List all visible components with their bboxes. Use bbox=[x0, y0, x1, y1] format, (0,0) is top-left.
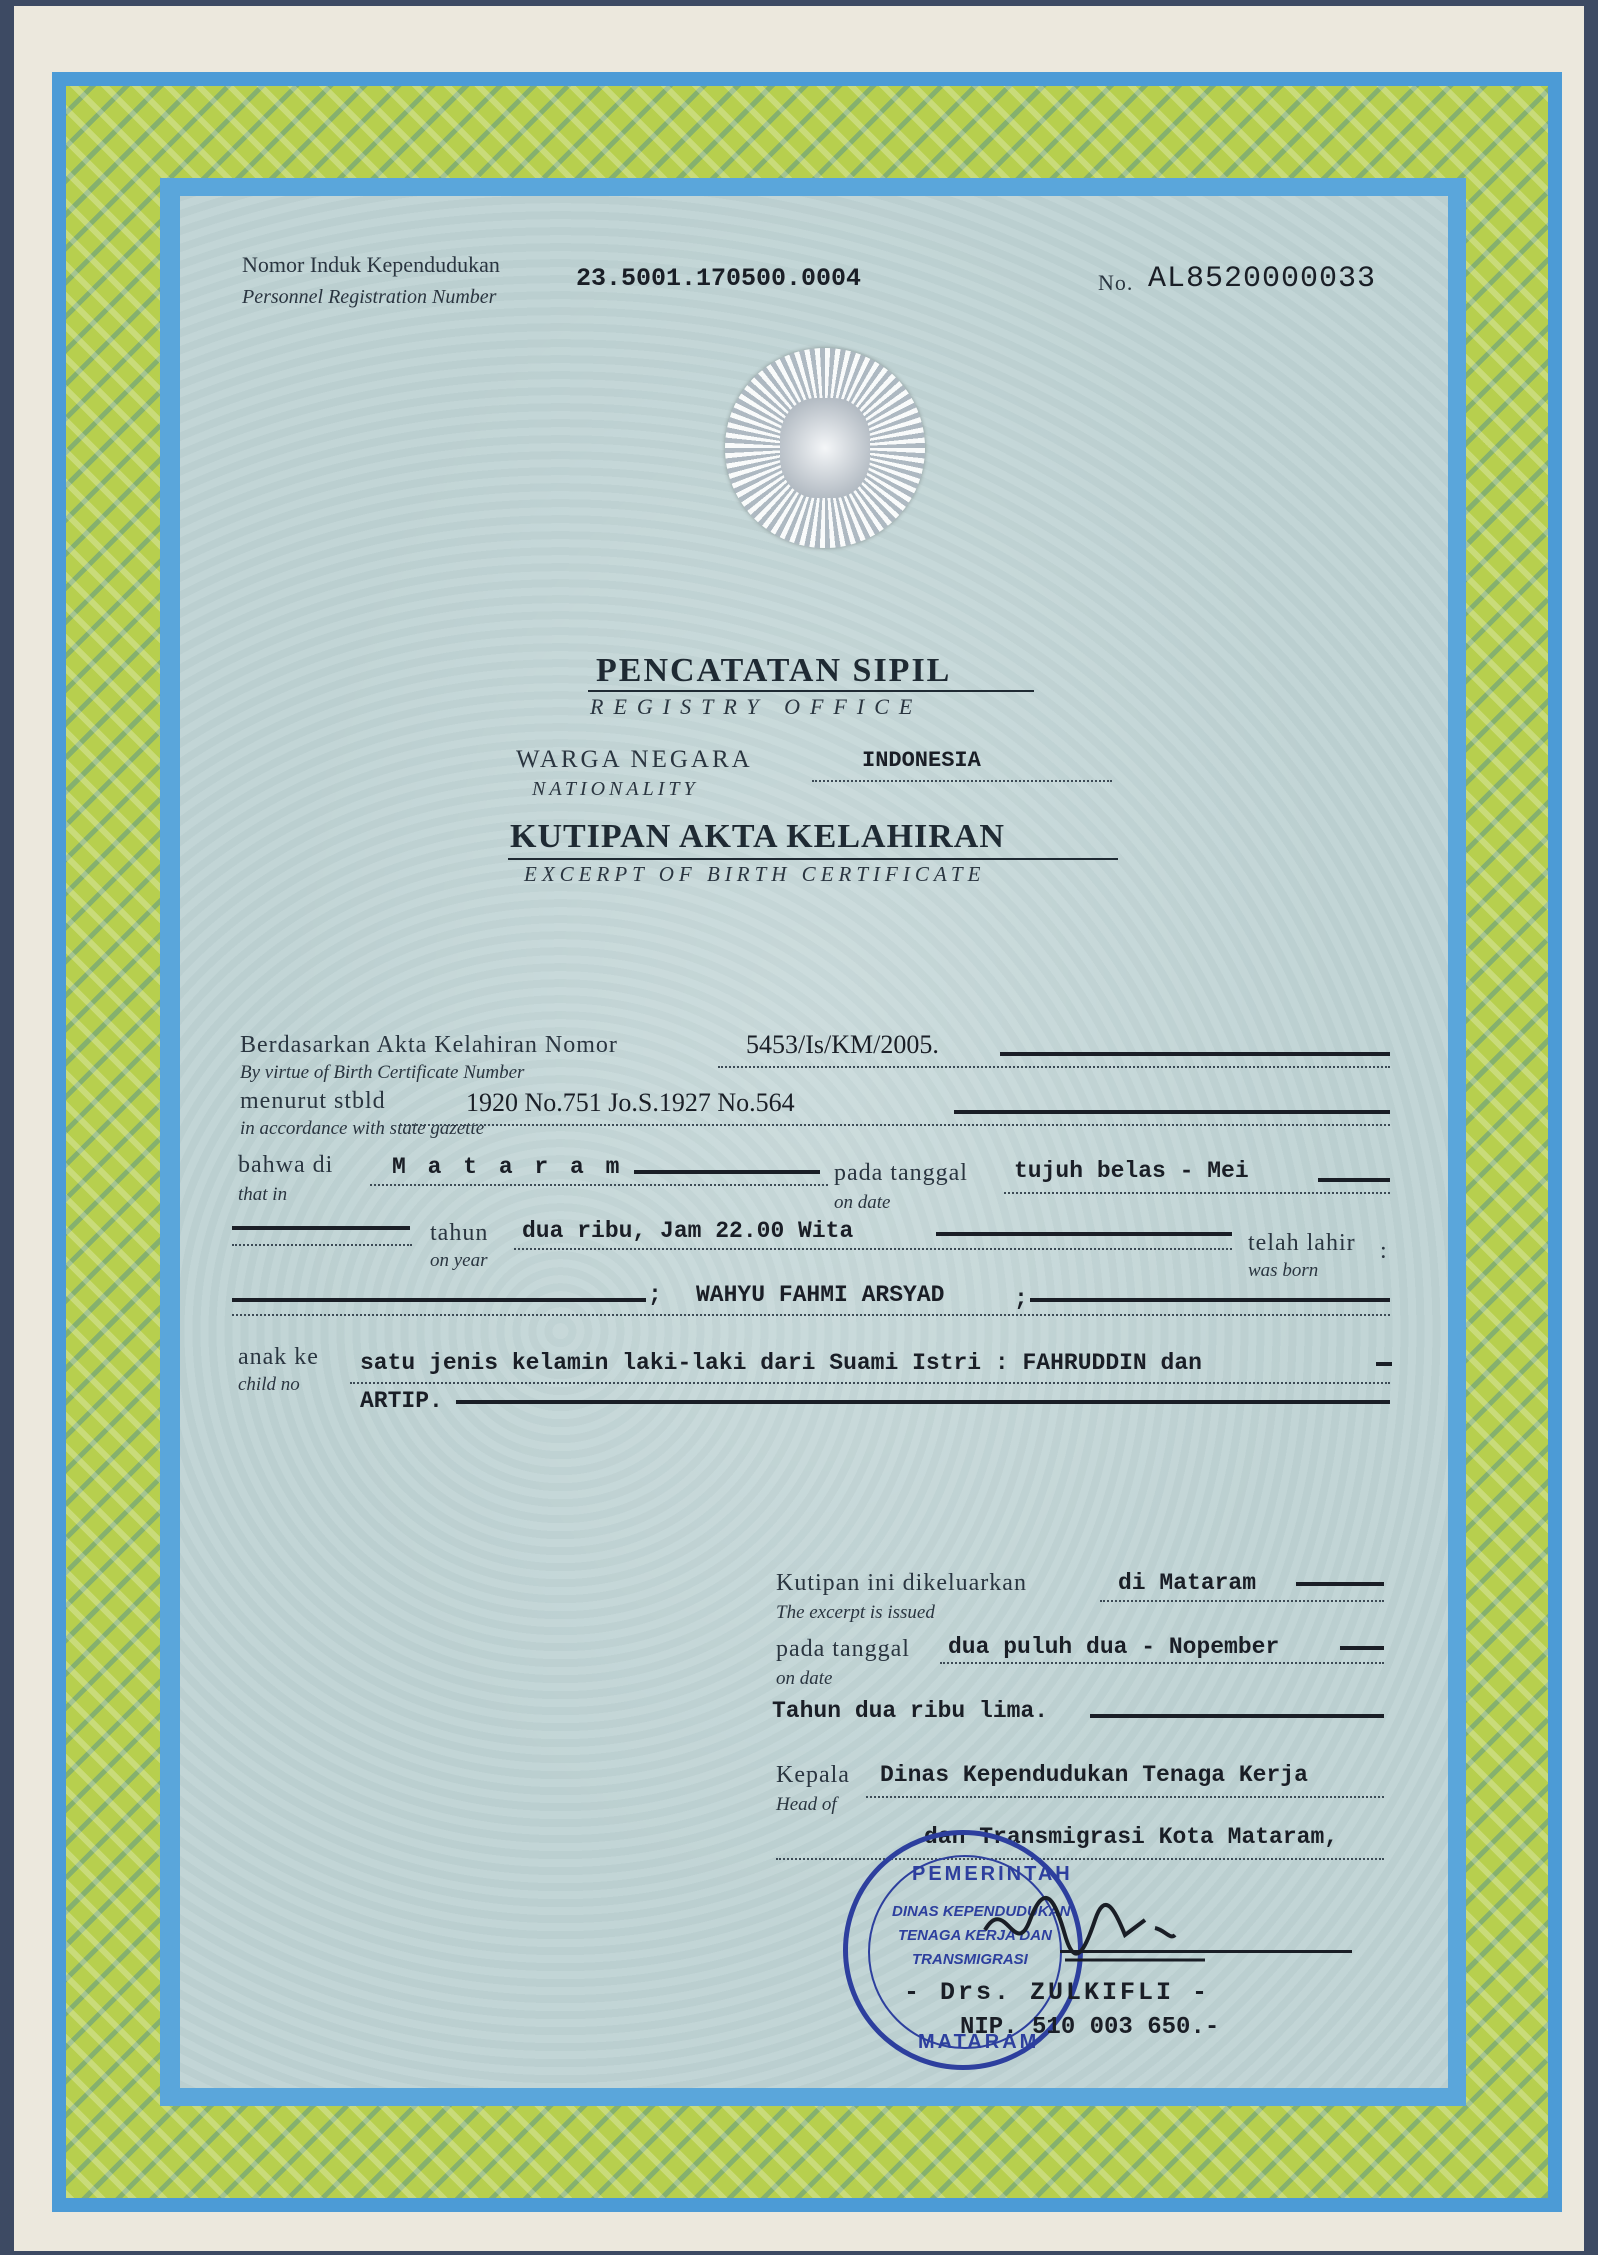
place-label: bahwa di bbox=[238, 1152, 334, 1178]
place-value: M a t a r a m bbox=[392, 1154, 624, 1180]
date-value: tujuh belas - Mei bbox=[1014, 1158, 1249, 1184]
nationality-value: INDONESIA bbox=[862, 748, 981, 773]
head-label-en: Head of bbox=[776, 1794, 837, 1815]
issued-place: di Mataram bbox=[1118, 1570, 1257, 1596]
serial-no-value: AL8520000033 bbox=[1148, 262, 1377, 296]
stamp-line2: TENAGA KERJA DAN bbox=[898, 1927, 1052, 1944]
issued-year: Tahun dua ribu lima. bbox=[772, 1698, 1049, 1724]
nik-label: Nomor Induk Kependudukan bbox=[242, 252, 500, 277]
stbld-label-en: in accordance with state gazette bbox=[240, 1118, 485, 1139]
stamp-line1: DINAS KEPENDUDUKAN bbox=[892, 1903, 1071, 1920]
year-value: dua ribu, Jam 22.00 Wita bbox=[522, 1218, 854, 1244]
date-label-en: on date bbox=[834, 1192, 891, 1213]
year-label: tahun bbox=[430, 1220, 489, 1246]
stbld-value: 1920 No.751 Jo.S.1927 No.564 bbox=[466, 1088, 795, 1117]
place-label-en: that in bbox=[238, 1184, 288, 1205]
born-label: telah lahir bbox=[1248, 1230, 1356, 1256]
head-value-line1: Dinas Kependudukan Tenaga Kerja bbox=[880, 1762, 1308, 1788]
office-title-en: REGISTRY OFFICE bbox=[590, 694, 923, 719]
child-no-label-en: child no bbox=[238, 1374, 300, 1395]
head-label: Kepala bbox=[776, 1762, 850, 1788]
document-title-en: EXCERPT OF BIRTH CERTIFICATE bbox=[524, 862, 986, 886]
child-no-value-line1: satu jenis kelamin laki-laki dari Suami Istri : FAHRUDDIN dan bbox=[360, 1350, 1202, 1376]
stbld-label: menurut stbld bbox=[240, 1088, 386, 1114]
issued-date-label-en: on date bbox=[776, 1668, 833, 1689]
issued-label: Kutipan ini dikeluarkan bbox=[776, 1570, 1027, 1596]
nationality-label: WARGA NEGARA bbox=[516, 746, 753, 773]
document-title: KUTIPAN AKTA KELAHIRAN bbox=[510, 818, 1005, 855]
cert-no-value: 5453/Is/KM/2005. bbox=[746, 1030, 939, 1059]
issued-date-label: pada tanggal bbox=[776, 1636, 910, 1662]
child-no-label: anak ke bbox=[238, 1344, 319, 1370]
serial-no-label: No. bbox=[1098, 270, 1134, 295]
stamp-arc-top: PEMERINTAH bbox=[912, 1863, 1073, 1885]
cert-no-label-en: By virtue of Birth Certificate Number bbox=[240, 1062, 525, 1083]
cert-no-label: Berdasarkan Akta Kelahiran Nomor bbox=[240, 1032, 618, 1058]
garuda-emblem-hologram bbox=[725, 348, 925, 548]
stamp-line3: TRANSMIGRASI bbox=[912, 1951, 1028, 1968]
child-name-value: WAHYU FAHMI ARSYAD bbox=[696, 1282, 945, 1308]
child-no-value-line2: ARTIP. bbox=[360, 1388, 443, 1414]
official-nip: NIP. 510 003 650.- bbox=[960, 2014, 1220, 2041]
date-label: pada tanggal bbox=[834, 1160, 968, 1186]
head-value-line2: dan Transmigrasi Kota Mataram, bbox=[924, 1824, 1339, 1850]
nik-label-en: Personnel Registration Number bbox=[242, 286, 497, 308]
official-signature bbox=[975, 1890, 1205, 1970]
nik-value: 23.5001.170500.0004 bbox=[576, 264, 862, 293]
year-label-en: on year bbox=[430, 1250, 488, 1271]
stamp-arc-bottom: MATARAM bbox=[918, 2031, 1040, 2053]
issued-label-en: The excerpt is issued bbox=[776, 1602, 935, 1623]
issued-date-value: dua puluh dua - Nopember bbox=[948, 1634, 1280, 1660]
official-name: - Drs. ZULKIFLI - bbox=[904, 1978, 1211, 2007]
nationality-label-en: NATIONALITY bbox=[532, 778, 699, 800]
office-title: PENCATATAN SIPIL bbox=[596, 652, 952, 689]
born-label-en: was born bbox=[1248, 1260, 1319, 1281]
